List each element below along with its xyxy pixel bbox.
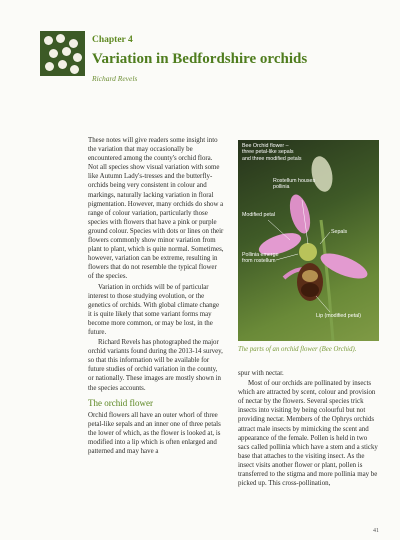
author-name: Richard Revels: [92, 74, 138, 83]
label-modified-petal: Modified petal: [242, 212, 275, 218]
orchid-thumbnail-image: [40, 31, 85, 76]
body-paragraph: Orchid flowers all have an outer whorl of three petal-like sepals and an inner one of three petals the lower of which, as the flower is looked at, is modified into a lip which is often enlarged and patterned and may have a: [88, 411, 221, 456]
figure-caption: The parts of an orchid flower (Bee Orchid).: [238, 346, 357, 353]
body-paragraph: Variation in orchids will be of particular interest to those studying evolution, or the genetics of orchids. With global climate change it is quite likely that some variant forms may become more common, or may be lost, in the future.: [88, 283, 220, 336]
bee-orchid-illustration: [238, 140, 379, 341]
body-paragraph: Richard Revels has photographed the major orchid variants found during the 2013-14 survey, so that this information will be available for future studies of orchid variation in the county, or nationally. These images are mostly shown in the species accounts.: [88, 339, 223, 392]
body-paragraph: These notes will give readers some insight into the variation that may occasionally be encountered among the county's orchid flora. Not all species show visual variation with some like Autumn Lady's-tresses and the butterfly-orchids being very consistent in colour and markings, naturally lacking variation in floral pigmentation. However, many orchids do show a range of colour variation, particularly those species with flowers that have a pink or purple ground colour. Species with dots or lines on their flowers commonly show minor variation from plant to plant, which is quite normal. Sometimes, however, variation can be extreme, resulting in flowers that do not resemble the typical flower of the species.: [88, 137, 224, 281]
label-sepals: Bee Orchid flower – three petal-like sepals and three modified petals: [242, 143, 302, 162]
body-paragraph: spur with nectar.: [238, 370, 284, 377]
label-rostellum: Rostellum houses pollinia: [273, 178, 316, 191]
label-pollinia: Pollinia emerge from rostellum: [242, 252, 279, 265]
section-heading: The orchid flower: [88, 397, 153, 408]
chapter-title: Variation in Bedfordshire orchids: [92, 51, 308, 67]
left-column: [88, 136, 224, 456]
body-paragraph: Most of our orchids are pollinated by insects which are attracted by scent, colour and provision of nectar by the flowers. Several species trick insects into visiting by being colourful but not providing nectar. Members of the Ophrys orchids attract male insects by mimicking the scent and appearance of the female. Pollen is held in two sacs called pollinia which have a stem and a sticky base that attaches to the visiting insect. As the insect visits another flower or plant, pollen is transferred to the stigma and more pollinia may be picked up. This cross-pollination,: [238, 380, 378, 488]
page-number: 41: [373, 528, 379, 534]
label-lip: Lip (modified petal): [316, 313, 362, 319]
label-sepals-short: Sepals: [331, 229, 348, 235]
right-column: [238, 369, 379, 488]
bee-orchid-photo: [238, 140, 379, 341]
chapter-label: Chapter 4: [92, 35, 133, 45]
